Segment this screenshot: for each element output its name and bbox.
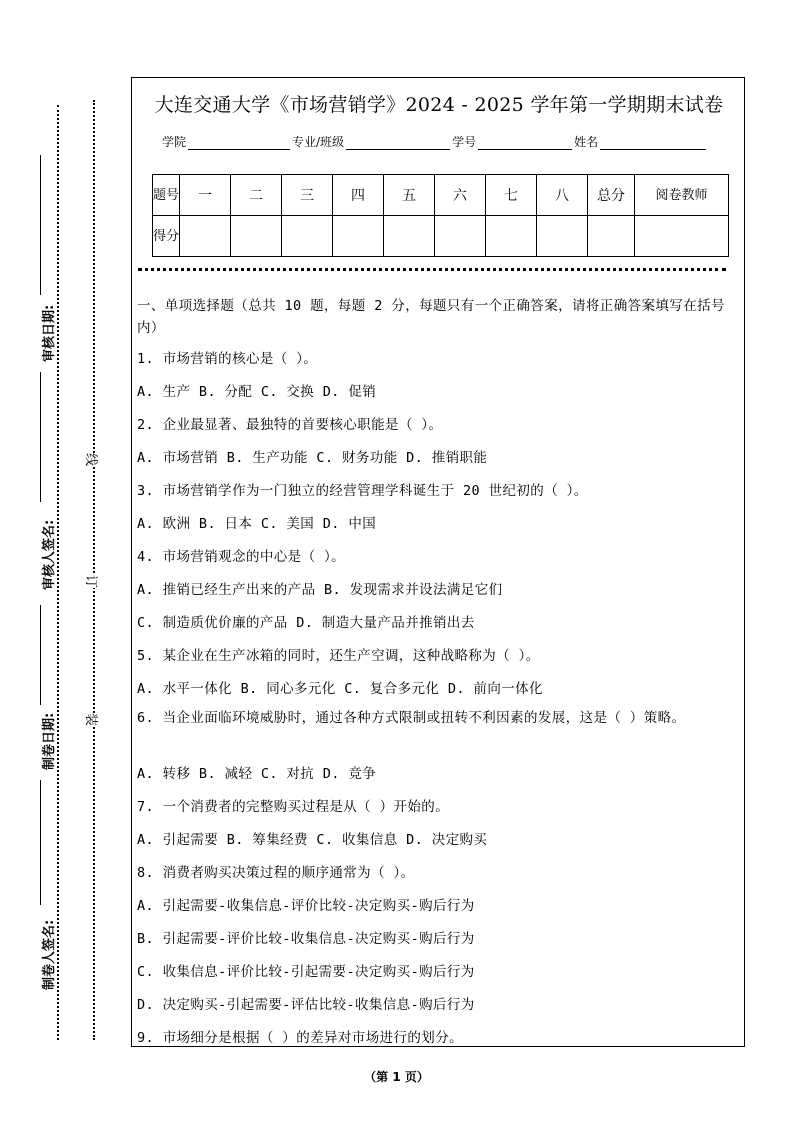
question-line: A. 水平一体化 B. 同心多元化 C. 复合多元化 D. 前向一体化 <box>137 681 543 697</box>
question-number-head: 题号 <box>153 175 180 216</box>
reviewer-date-label: 审核日期: <box>42 304 57 362</box>
binding-char-line: 线 <box>83 453 102 466</box>
maker-sign-line <box>40 780 41 905</box>
question-line: A. 转移 B. 减轻 C. 对抗 D. 竞争 <box>137 766 377 782</box>
reviewer-date-line <box>40 155 41 295</box>
outer-cut-line <box>57 105 59 1040</box>
score-col: 四 <box>333 175 384 216</box>
student-info-row <box>162 133 708 150</box>
question-line: 3. 市场营销学作为一门独立的经营管理学科诞生于 20 世纪初的（ ）。 <box>137 483 588 499</box>
score-cell[interactable] <box>231 216 282 257</box>
question-line: C. 制造质优价廉的产品 D. 制造大量产品并推销出去 <box>137 615 475 631</box>
field-major-label: 专业/班级 <box>292 135 345 149</box>
section1-heading: 一、单项选择题（总共 10 题，每题 2 分，每题只有一个正确答案，请将正确答案填写在括号内） <box>137 298 725 336</box>
score-col: 三 <box>282 175 333 216</box>
score-cell[interactable] <box>635 216 729 257</box>
question-line: 1. 市场营销的核心是（ ）。 <box>137 351 318 367</box>
field-name-label: 姓名 <box>574 135 599 149</box>
field-major-blank[interactable] <box>346 135 450 150</box>
question-line: A. 引起需要-收集信息-评价比较-决定购买-购后行为 <box>137 898 475 914</box>
score-cell[interactable] <box>384 216 435 257</box>
score-cell[interactable] <box>435 216 486 257</box>
maker-date-line <box>40 605 41 705</box>
question-line: A. 欧洲 B. 日本 C. 美国 D. 中国 <box>137 516 377 532</box>
score-col: 七 <box>486 175 537 216</box>
question-line: 5. 某企业在生产冰箱的同时，还生产空调，这种战略称为（ ）。 <box>137 648 540 664</box>
page-number: （第 1 页） <box>364 1070 429 1084</box>
maker-date-label: 制卷日期: <box>42 712 57 770</box>
question-line: 8. 消费者购买决策过程的顺序通常为（ ）。 <box>137 865 415 881</box>
score-col: 一 <box>180 175 231 216</box>
score-cell[interactable] <box>333 216 384 257</box>
score-table-header-row <box>153 175 729 216</box>
reviewer-sign-label: 审核人签名: <box>42 519 57 590</box>
exam-frame <box>131 77 745 1047</box>
score-col: 五 <box>384 175 435 216</box>
binding-line <box>93 100 95 1040</box>
question-line: A. 生产 B. 分配 C. 交换 D. 促销 <box>137 384 377 400</box>
field-college-label: 学院 <box>162 135 187 149</box>
score-table-score-row <box>153 216 729 257</box>
score-cell[interactable] <box>282 216 333 257</box>
question-line: A. 推销已经生产出来的产品 B. 发现需求并设法满足它们 <box>137 582 503 598</box>
exam-title: 大连交通大学《市场营销学》2024 - 2025 学年第一学期期末试卷 <box>154 94 724 116</box>
reviewer-teacher-col: 阅卷教师 <box>635 175 729 216</box>
score-col: 六 <box>435 175 486 216</box>
header-divider <box>138 268 726 271</box>
field-name-blank[interactable] <box>600 135 706 150</box>
question-line: A. 引起需要 B. 筹集经费 C. 收集信息 D. 决定购买 <box>137 832 488 848</box>
question-line: 2. 企业最显著、最独特的首要核心职能是（ ）。 <box>137 417 443 433</box>
score-col: 二 <box>231 175 282 216</box>
score-table <box>152 174 729 257</box>
question-line: C. 收集信息-评价比较-引起需要-决定购买-购后行为 <box>137 964 475 980</box>
question-6: 6. 当企业面临环境威胁时，通过各种方式限制或扭转不利因素的发展，这是（ ）策略。 <box>137 710 686 726</box>
reviewer-sign-line <box>40 372 41 502</box>
question-line: 4. 市场营销观念的中心是（ ）。 <box>137 549 346 565</box>
question-line: B. 引起需要-评价比较-收集信息-决定购买-购后行为 <box>137 931 475 947</box>
total-score-col: 总分 <box>588 175 635 216</box>
binding-char-ding: 订 <box>83 575 102 588</box>
field-id-label: 学号 <box>452 135 477 149</box>
score-cell[interactable] <box>588 216 635 257</box>
field-college-blank[interactable] <box>188 135 290 150</box>
score-cell[interactable] <box>180 216 231 257</box>
question-line: A. 市场营销 B. 生产功能 C. 财务功能 D. 推销职能 <box>137 450 488 466</box>
score-row-head: 得分 <box>153 216 180 257</box>
question-line: D. 决定购买-引起需要-评估比较-收集信息-购后行为 <box>137 997 475 1013</box>
field-id-blank[interactable] <box>478 135 572 150</box>
question-line: 9. 市场细分是根据（ ）的差异对市场进行的划分。 <box>137 1030 464 1046</box>
binding-char-zhuang: 装 <box>83 713 102 726</box>
score-cell[interactable] <box>486 216 537 257</box>
score-cell[interactable] <box>537 216 588 257</box>
question-line: 7. 一个消费者的完整购买过程是从（ ）开始的。 <box>137 799 450 815</box>
maker-sign-label: 制卷人签名: <box>42 919 57 990</box>
score-col: 八 <box>537 175 588 216</box>
